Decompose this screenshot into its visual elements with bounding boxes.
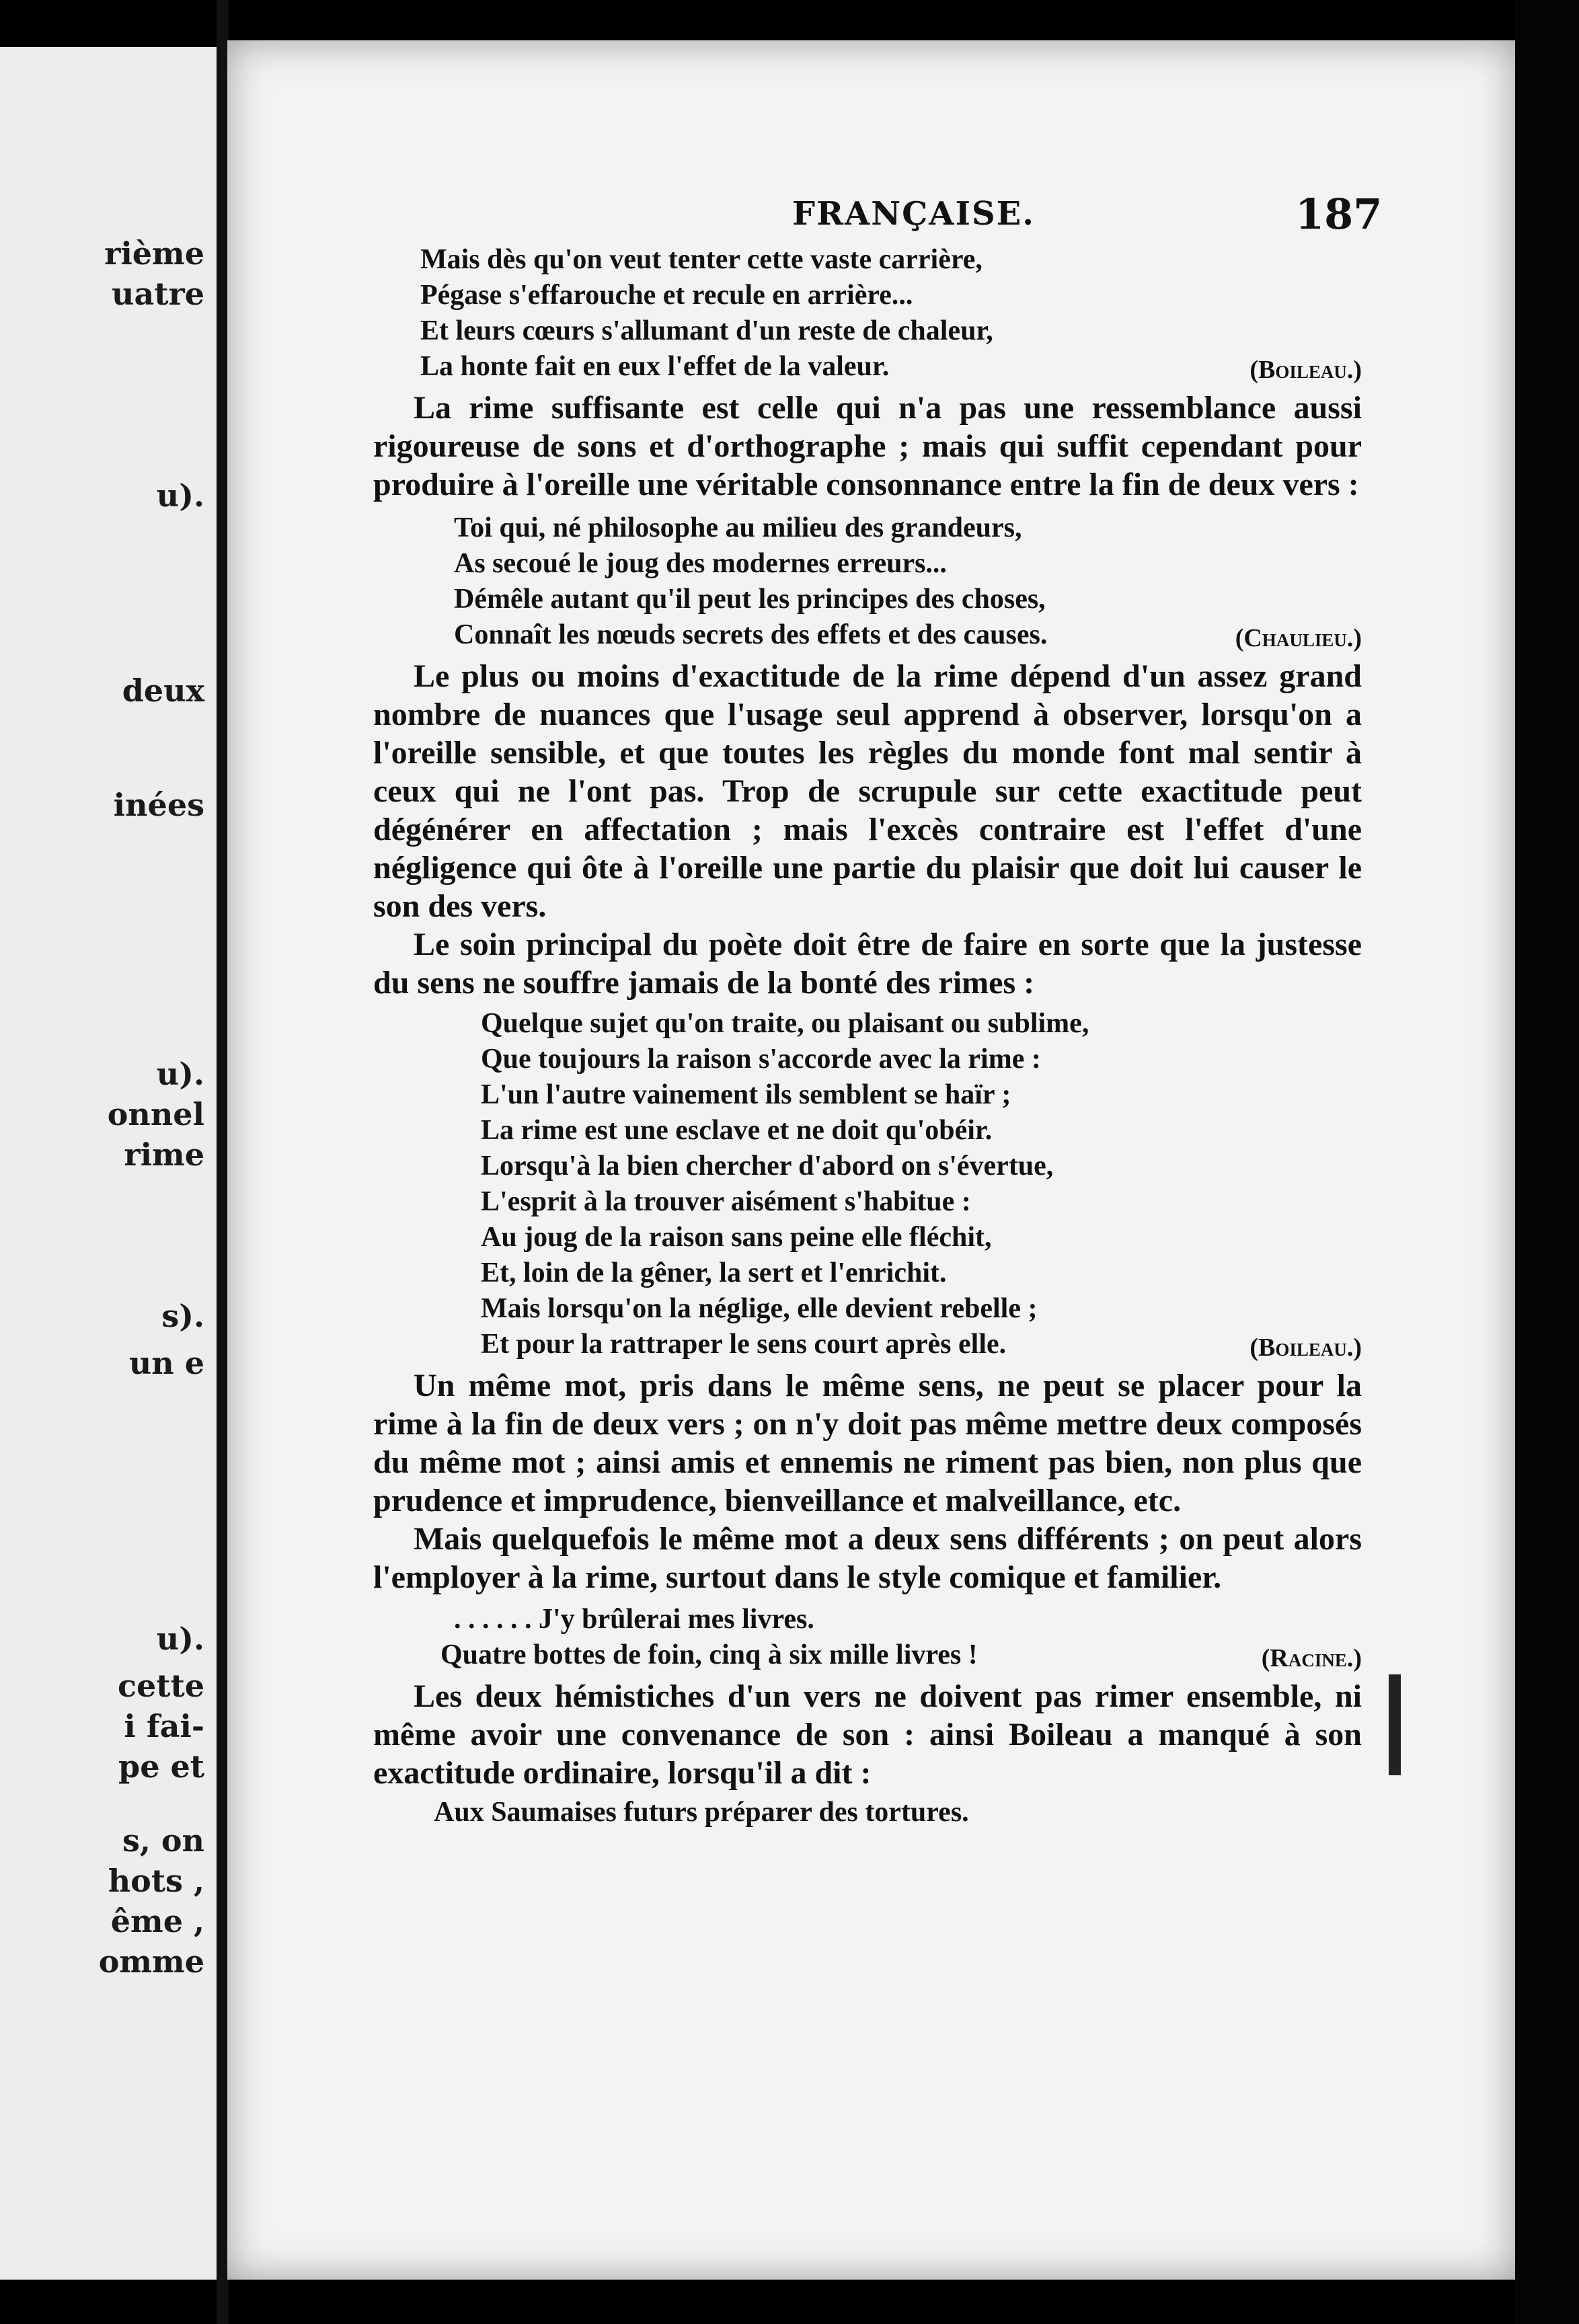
- verse-line: Au joug de la raison sans peine elle fléchit,: [481, 1222, 992, 1253]
- margin-smudge: [1389, 1674, 1401, 1775]
- paragraph: Les deux hémistiches d'un vers ne doivent pas rimer ensemble, ni même avoir une convenance de son : ainsi Boileau a manqué à son exactitude ordinaire, lorsqu'il a dit :: [373, 1678, 1362, 1791]
- verse-line: Et pour la rattraper le sens court après elle.: [481, 1329, 1007, 1360]
- facing-page-fragment: rime: [124, 1136, 204, 1173]
- verse-line: La honte fait en eux l'effet de la valeur.: [420, 351, 890, 382]
- verse-line: Mais lorsqu'on la néglige, elle devient rebelle ;: [481, 1293, 1038, 1324]
- verse-line: L'esprit à la trouver aisément s'habitue :: [481, 1186, 971, 1217]
- facing-page-fragment: pe et: [118, 1748, 204, 1785]
- verse-line: As secoué le joug des modernes erreurs...: [454, 548, 947, 579]
- verse-line: Quatre bottes de foin, cinq à six mille livres !: [440, 1639, 978, 1670]
- facing-page-fragment: s).: [161, 1298, 204, 1334]
- facing-page-fragment: u).: [156, 1056, 204, 1092]
- facing-page-fragment: omme: [98, 1943, 204, 1980]
- verse-line: Et, loin de la gêner, la sert et l'enrichit.: [481, 1257, 947, 1288]
- facing-page-fragment: i fai-: [124, 1708, 204, 1744]
- verse-line: Toi qui, né philosophe au milieu des grandeurs,: [454, 512, 1022, 543]
- verse-quote-chaulieu: [373, 510, 1362, 653]
- scan-border: [1515, 0, 1579, 2324]
- facing-page-fragment: ême ,: [110, 1903, 204, 1939]
- facing-page-fragment: deux: [122, 672, 204, 709]
- verse-quote-boileau-2: [373, 1006, 1362, 1362]
- facing-page-fragment: cette: [117, 1668, 204, 1704]
- paragraph: Un même mot, pris dans le même sens, ne peut se placer pour la rime à la fin de deux vers ; on n'y doit pas même mettre deux composés du même mot ; ainsi amis et ennemis ne riment pas bien, non plus que prudence et imprudence, bienveillance et malveillance, etc.: [373, 1368, 1362, 1518]
- verse-line: Lorsqu'à la bien chercher d'abord on s'évertue,: [481, 1151, 1054, 1182]
- verse-line: Démêle autant qu'il peut les principes des choses,: [454, 584, 1046, 615]
- verse-line: Mais dès qu'on veut tenter cette vaste carrière,: [420, 244, 983, 275]
- verse-quote-racine: [373, 1602, 1362, 1673]
- paragraph: Le plus ou moins d'exactitude de la rime dépend d'un assez grand nombre de nuances que l'usage seul apprend à observer, lorsqu'on a l'oreille sensible, et que toutes les règles du monde font mal sentir à ceux qui ne l'ont pas. Trop de scrupule sur cette exactitude peut dégénérer en affectation ; mais l'excès contraire est l'effet d'une négligence qui ôte à l'oreille une partie du plaisir que doit lui causer le son des vers.: [373, 658, 1362, 924]
- verse-quote-boileau-3: [373, 1795, 1362, 1830]
- verse-line: Connaît les nœuds secrets des effets et des causes.: [454, 619, 1048, 650]
- facing-page-fragment: u).: [156, 1621, 204, 1657]
- facing-page-fragment: u).: [156, 477, 204, 514]
- page-body: [373, 242, 1362, 1830]
- verse-line: Quelque sujet qu'on traite, ou plaisant ou sublime,: [481, 1008, 1089, 1039]
- page-header: [227, 190, 1515, 242]
- verse-line: Que toujours la raison s'accorde avec la rime :: [481, 1044, 1041, 1075]
- verse-line: Aux Saumaises futurs préparer des tortures.: [434, 1797, 969, 1828]
- facing-page-fragment: un e: [128, 1345, 204, 1381]
- facing-page-fragment: onnel: [107, 1096, 204, 1132]
- verse-quote-boileau-1: [373, 242, 1362, 385]
- verse-line: L'un l'autre vainement ils semblent se haïr ;: [481, 1079, 1011, 1110]
- verse-attribution: (Racine.): [1261, 1644, 1362, 1672]
- verse-line: Pégase s'effarouche et recule en arrière...: [420, 280, 913, 311]
- verse-attribution: (Boileau.): [1249, 356, 1362, 384]
- paragraph: La rime suffisante est celle qui n'a pas une ressemblance aussi rigoureuse de sons et d'orthographe ; mais qui suffit cependant pour produire à l'oreille une véritable consonnance entre la fin de deux vers :: [373, 390, 1362, 502]
- facing-page-edge: [0, 47, 219, 2280]
- verse-line: La rime est une esclave et ne doit qu'obéir.: [481, 1115, 993, 1146]
- verse-attribution: (Chaulieu.): [1235, 624, 1362, 652]
- facing-page-fragment: inées: [113, 787, 204, 823]
- facing-page-fragment: s, on: [122, 1822, 204, 1859]
- running-head: FRANÇAISE.: [792, 195, 1035, 233]
- page-number: 187: [1295, 190, 1383, 239]
- paragraph: Mais quelquefois le même mot a deux sens différents ; on peut alors l'employer à la rime, surtout dans le style comique et familier.: [373, 1521, 1362, 1595]
- paragraph: Le soin principal du poète doit être de faire en sorte que la justesse du sens ne souffre jamais de la bonté des rimes :: [373, 927, 1362, 1001]
- facing-page-fragment: rième: [104, 235, 204, 272]
- verse-line: Et leurs cœurs s'allumant d'un reste de chaleur,: [420, 315, 993, 346]
- verse-line: . . . . . . J'y brûlerai mes livres.: [454, 1604, 814, 1635]
- facing-page-fragment: uatre: [112, 276, 204, 312]
- facing-page-fragment: hots ,: [108, 1863, 204, 1899]
- verse-attribution: (Boileau.): [1249, 1333, 1362, 1362]
